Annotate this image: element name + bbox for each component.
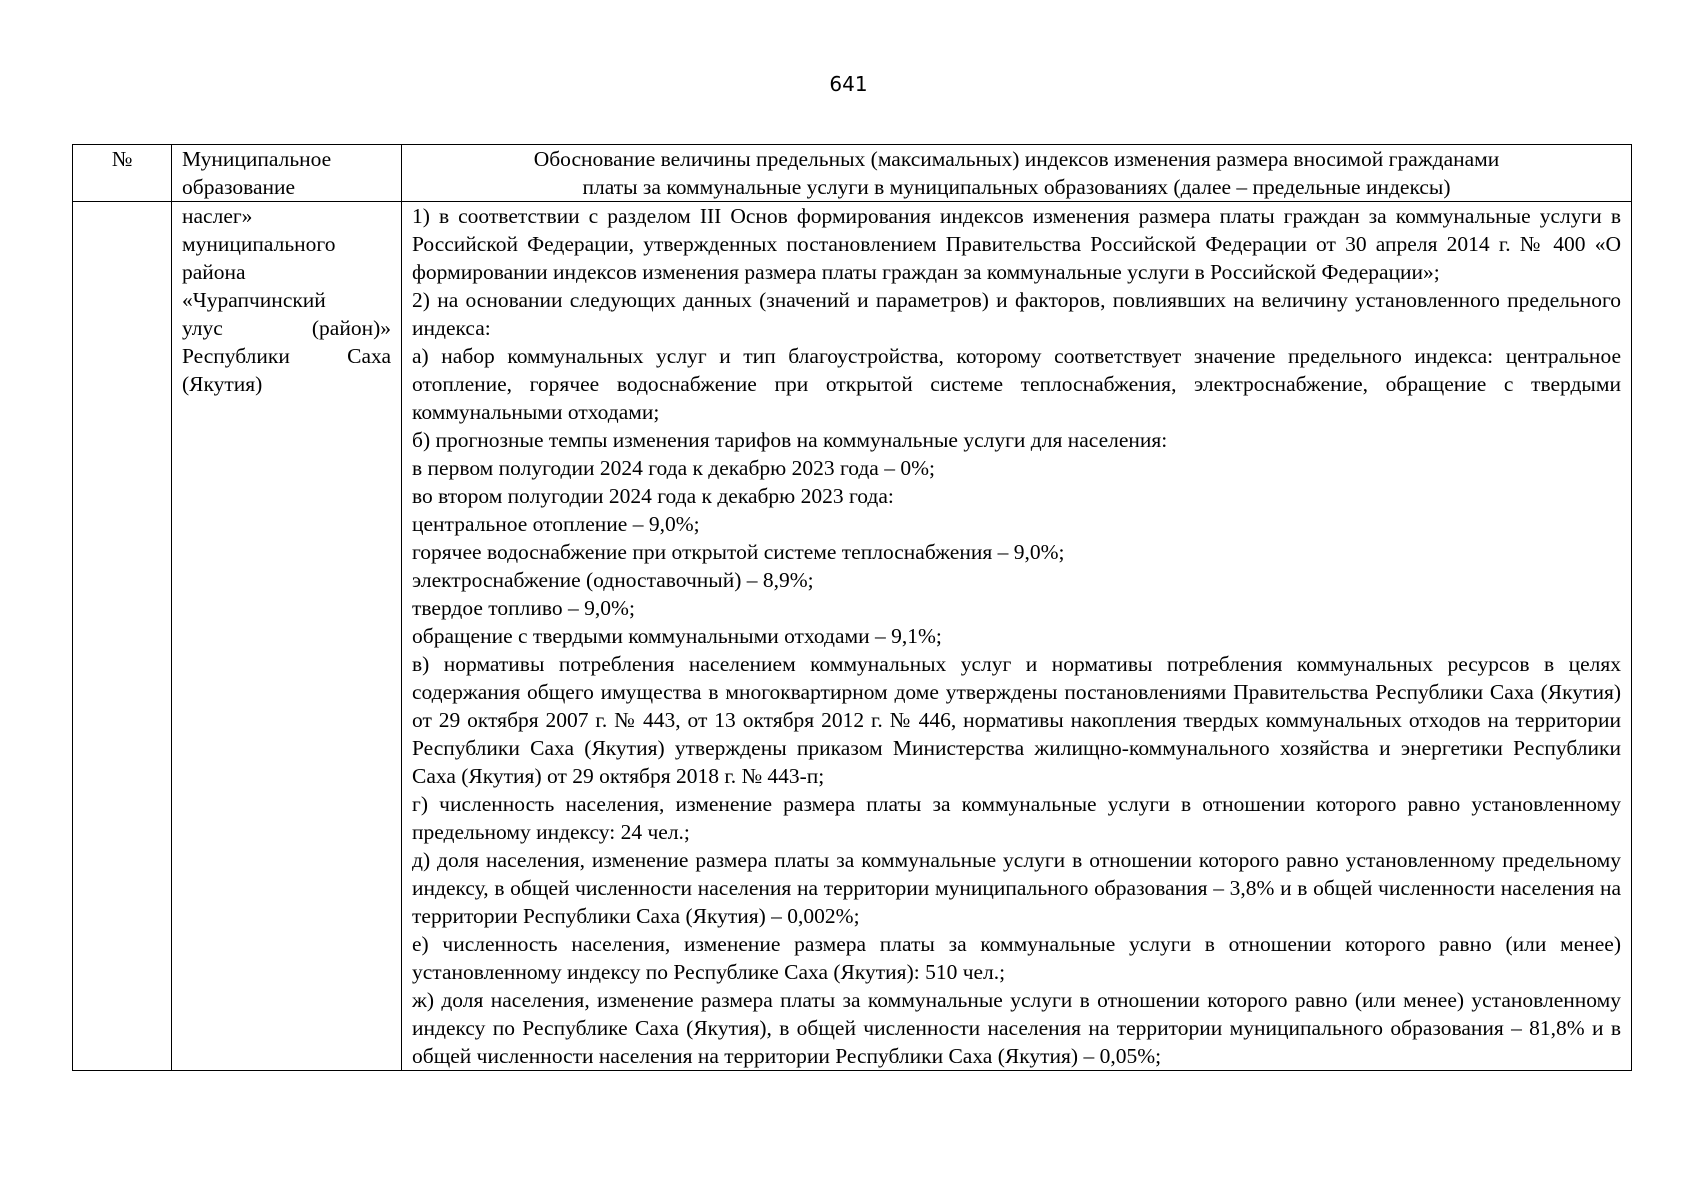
paragraph-waste: обращение с твердыми коммунальными отходами – 9,1%; bbox=[412, 624, 942, 648]
header-municipality-line: образование bbox=[182, 175, 296, 199]
table-header-row bbox=[73, 145, 1632, 202]
justification-table bbox=[72, 144, 1632, 1071]
header-justification-line: платы за коммунальные услуги в муниципальных образованиях (далее – предельные индексы) bbox=[582, 175, 1451, 199]
paragraph-population-share: д) доля населения, изменение размера платы за коммунальные услуги в отношении которого равно установленному предельному индексу, в общей численности населения на территории муниципального образования – 3,8% и в общей численности населения на территории Республики Саха (Якутия) – 0,002%; bbox=[412, 848, 1621, 928]
header-municipality-line: Муниципальное bbox=[182, 147, 332, 171]
municipality-line: (Якутия) bbox=[182, 372, 263, 396]
justification-cell bbox=[402, 202, 1632, 1071]
paragraph-second-half: во втором полугодии 2024 года к декабрю 2023 года: bbox=[412, 484, 894, 508]
row-number-cell bbox=[73, 202, 172, 1071]
paragraph-population-count-or-less: е) численность населения, изменение размера платы за коммунальные услуги в отношении которого равно (или менее) установленному индексу по Республике Саха (Якутия): 510 чел.; bbox=[412, 932, 1621, 984]
paragraph-legal-basis: 1) в соответствии с разделом III Основ формирования индексов изменения размера платы граждан за коммунальные услуги в Российской Федерации, утвержденных постановлением Правительства Российской Федерации от 30 апреля 2014 г. № 400 «О формировании индексов изменения размера платы граждан за коммунальные услуги в Российской Федерации»; bbox=[412, 204, 1621, 284]
header-justification-line: Обоснование величины предельных (максимальных) индексов изменения размера вносимой гражданами bbox=[533, 147, 1500, 171]
paragraph-solid-fuel: твердое топливо – 9,0%; bbox=[412, 596, 635, 620]
paragraph-heating: центральное отопление – 9,0%; bbox=[412, 512, 700, 536]
paragraph-electricity: электроснабжение (одноставочный) – 8,9%; bbox=[412, 568, 814, 592]
municipality-line: Республики Саха bbox=[182, 344, 391, 368]
paragraph-factors-intro: 2) на основании следующих данных (значений и параметров) и факторов, повлиявших на величину установленного предельного индекса: bbox=[412, 288, 1621, 340]
header-number: № bbox=[73, 145, 172, 202]
municipality-line: «Чурапчинский bbox=[182, 288, 326, 312]
paragraph-tariff-forecast: б) прогнозные темпы изменения тарифов на коммунальные услуги для населения: bbox=[412, 428, 1168, 452]
paragraph-population-share-or-less: ж) доля населения, изменение размера платы за коммунальные услуги в отношении которого равно (или менее) установленному индексу по Республике Саха (Якутия), в общей численности населения на территории муниципального образования – 81,8% и в общей численности населения на территории Республики Саха (Якутия) – 0,05%; bbox=[412, 988, 1621, 1068]
municipality-line: муниципального bbox=[182, 232, 336, 256]
page-number: 641 bbox=[829, 72, 868, 96]
municipality-line: района bbox=[182, 260, 246, 284]
paragraph-hot-water: горячее водоснабжение при открытой системе теплоснабжения – 9,0%; bbox=[412, 540, 1065, 564]
paragraph-first-half: в первом полугодии 2024 года к декабрю 2023 года – 0%; bbox=[412, 456, 935, 480]
header-municipality bbox=[172, 145, 402, 202]
municipality-line: улус (район)» bbox=[182, 316, 391, 340]
paragraph-services-set: а) набор коммунальных услуг и тип благоустройства, которому соответствует значение предельного индекса: центральное отопление, горячее водоснабжение при открытой системе теплоснабжения, электроснабжение, обращение с твердыми коммунальными отходами; bbox=[412, 344, 1621, 424]
paragraph-norms: в) нормативы потребления населением коммунальных услуг и нормативы потребления коммунальных ресурсов в целях содержания общего имущества в многоквартирном доме утверждены постановлениями Правительства Республики Саха (Якутия) от 29 октября 2007 г. № 443, от 13 октября 2012 г. № 446, нормативы накопления твердых коммунальных отходов на территории Республики Саха (Якутия) утверждены приказом Министерства жилищно-коммунального хозяйства и энергетики Республики Саха (Якутия) от 29 октября 2018 г. № 443-п; bbox=[412, 652, 1621, 788]
municipality-line: наслег» bbox=[182, 204, 253, 228]
municipality-cell bbox=[172, 202, 402, 1071]
paragraph-population-count: г) численность населения, изменение размера платы за коммунальные услуги в отношении которого равно установленному предельному индексу: 24 чел.; bbox=[412, 792, 1621, 844]
header-justification bbox=[402, 145, 1632, 202]
table-row bbox=[73, 202, 1632, 1071]
